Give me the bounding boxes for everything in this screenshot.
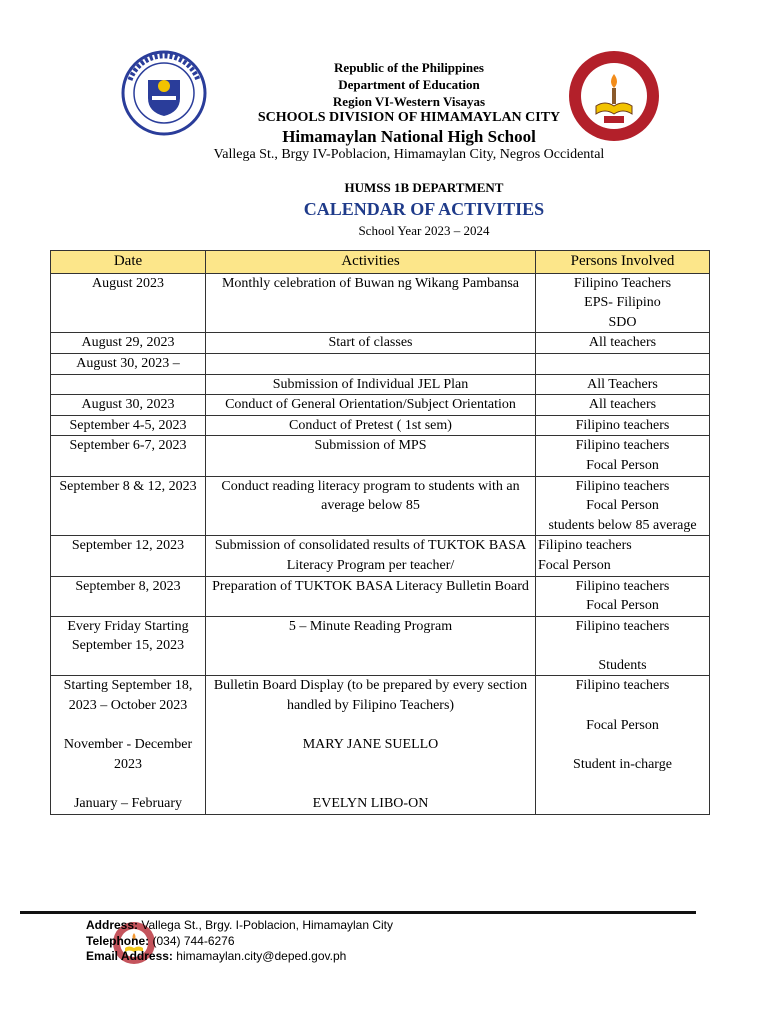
header-persons: Persons Involved	[536, 251, 710, 274]
cell-date: August 29, 2023	[51, 333, 206, 354]
division-line: SCHOOLS DIVISION OF HIMAMAYLAN CITY	[257, 110, 561, 125]
cell-persons	[536, 353, 710, 374]
table-row	[51, 536, 710, 576]
cell-persons: Filipino teachers Focal Person	[536, 436, 710, 476]
school-name: Himamaylan National High School	[282, 127, 536, 146]
cell-date: September 4-5, 2023	[51, 415, 206, 436]
cell-date: September 6-7, 2023	[51, 436, 206, 476]
cell-activity: Submission of consolidated results of TUKTOK BASA Literacy Program per teacher/	[206, 536, 536, 576]
header-activities: Activities	[206, 251, 536, 274]
table-row	[51, 576, 710, 616]
table-row	[51, 676, 710, 814]
header-date: Date	[51, 251, 206, 274]
department-title: HUMSS 1B DEPARTMENT	[344, 180, 504, 195]
table-row	[51, 415, 710, 436]
table-header-row	[51, 251, 710, 274]
table-row	[51, 395, 710, 416]
calendar-title: CALENDAR OF ACTIVITIES	[303, 199, 545, 219]
cell-activity: Submission of Individual JEL Plan	[206, 374, 536, 395]
cell-activity: Conduct of General Orientation/Subject Orientation	[206, 395, 536, 416]
table-row	[51, 436, 710, 476]
activities-table	[50, 250, 710, 815]
cell-persons: Filipino teachers Focal Person students below 85 average	[536, 476, 710, 536]
cell-activity: Preparation of TUKTOK BASA Literacy Bulletin Board	[206, 576, 536, 616]
cell-date: August 30, 2023	[51, 395, 206, 416]
school-year: School Year 2023 – 2024	[358, 223, 490, 238]
footer-contact	[86, 918, 393, 965]
cell-persons: Filipino teachers	[536, 415, 710, 436]
cell-date: Every Friday Starting September 15, 2023	[51, 616, 206, 676]
cell-activity: Monthly celebration of Buwan ng Wikang Pambansa	[206, 273, 536, 333]
cell-persons: All teachers	[536, 333, 710, 354]
cell-activity: Submission of MPS	[206, 436, 536, 476]
cell-date: August 2023	[51, 273, 206, 333]
cell-activity: 5 – Minute Reading Program	[206, 616, 536, 676]
department-line: Department of Education	[338, 77, 480, 92]
cell-date: September 12, 2023	[51, 536, 206, 576]
cell-persons: All Teachers	[536, 374, 710, 395]
cell-activity: Conduct of Pretest ( 1st sem)	[206, 415, 536, 436]
cell-persons: Filipino teachers Focal Person Student in-charge	[536, 676, 710, 814]
republic-line: Republic of the Philippines	[334, 60, 484, 75]
cell-persons: All teachers	[536, 395, 710, 416]
footer-email: Email Address: himamaylan.city@deped.gov.ph	[86, 949, 347, 963]
footer-address: Address: Vallega St., Brgy. I-Poblacion, Himamaylan City	[86, 918, 394, 932]
cell-activity: Bulletin Board Display (to be prepared by every section handled by Filipino Teachers) MARY JANE SUELLO EVELYN LIBO-ON	[206, 676, 536, 814]
table-row	[51, 353, 710, 374]
cell-activity: Conduct reading literacy program to students with an average below 85	[206, 476, 536, 536]
cell-date	[51, 374, 206, 395]
cell-persons: Filipino Teachers EPS- Filipino SDO	[536, 273, 710, 333]
cell-date: September 8, 2023	[51, 576, 206, 616]
table-row	[51, 476, 710, 536]
table-row	[51, 374, 710, 395]
table-row	[51, 616, 710, 676]
table-row	[51, 333, 710, 354]
school-address: Vallega St., Brgy IV-Poblacion, Himamaylan City, Negros Occidental	[213, 147, 605, 162]
cell-date: September 8 & 12, 2023	[51, 476, 206, 536]
footer-divider	[20, 911, 696, 914]
table-row	[51, 273, 710, 333]
cell-persons: Filipino teachers Focal Person	[536, 536, 710, 576]
cell-persons: Filipino teachers Focal Person	[536, 576, 710, 616]
cell-activity	[206, 353, 536, 374]
footer-telephone: Telephone: (034) 744-6276	[86, 933, 235, 948]
cell-date: Starting September 18, 2023 – October 2023 November - December 2023 January – February	[51, 676, 206, 814]
cell-persons: Filipino teachers Students	[536, 616, 710, 676]
cell-activity: Start of classes	[206, 333, 536, 354]
region-line: Region VI-Western Visayas	[332, 94, 486, 109]
cell-date: August 30, 2023 –	[51, 353, 206, 374]
